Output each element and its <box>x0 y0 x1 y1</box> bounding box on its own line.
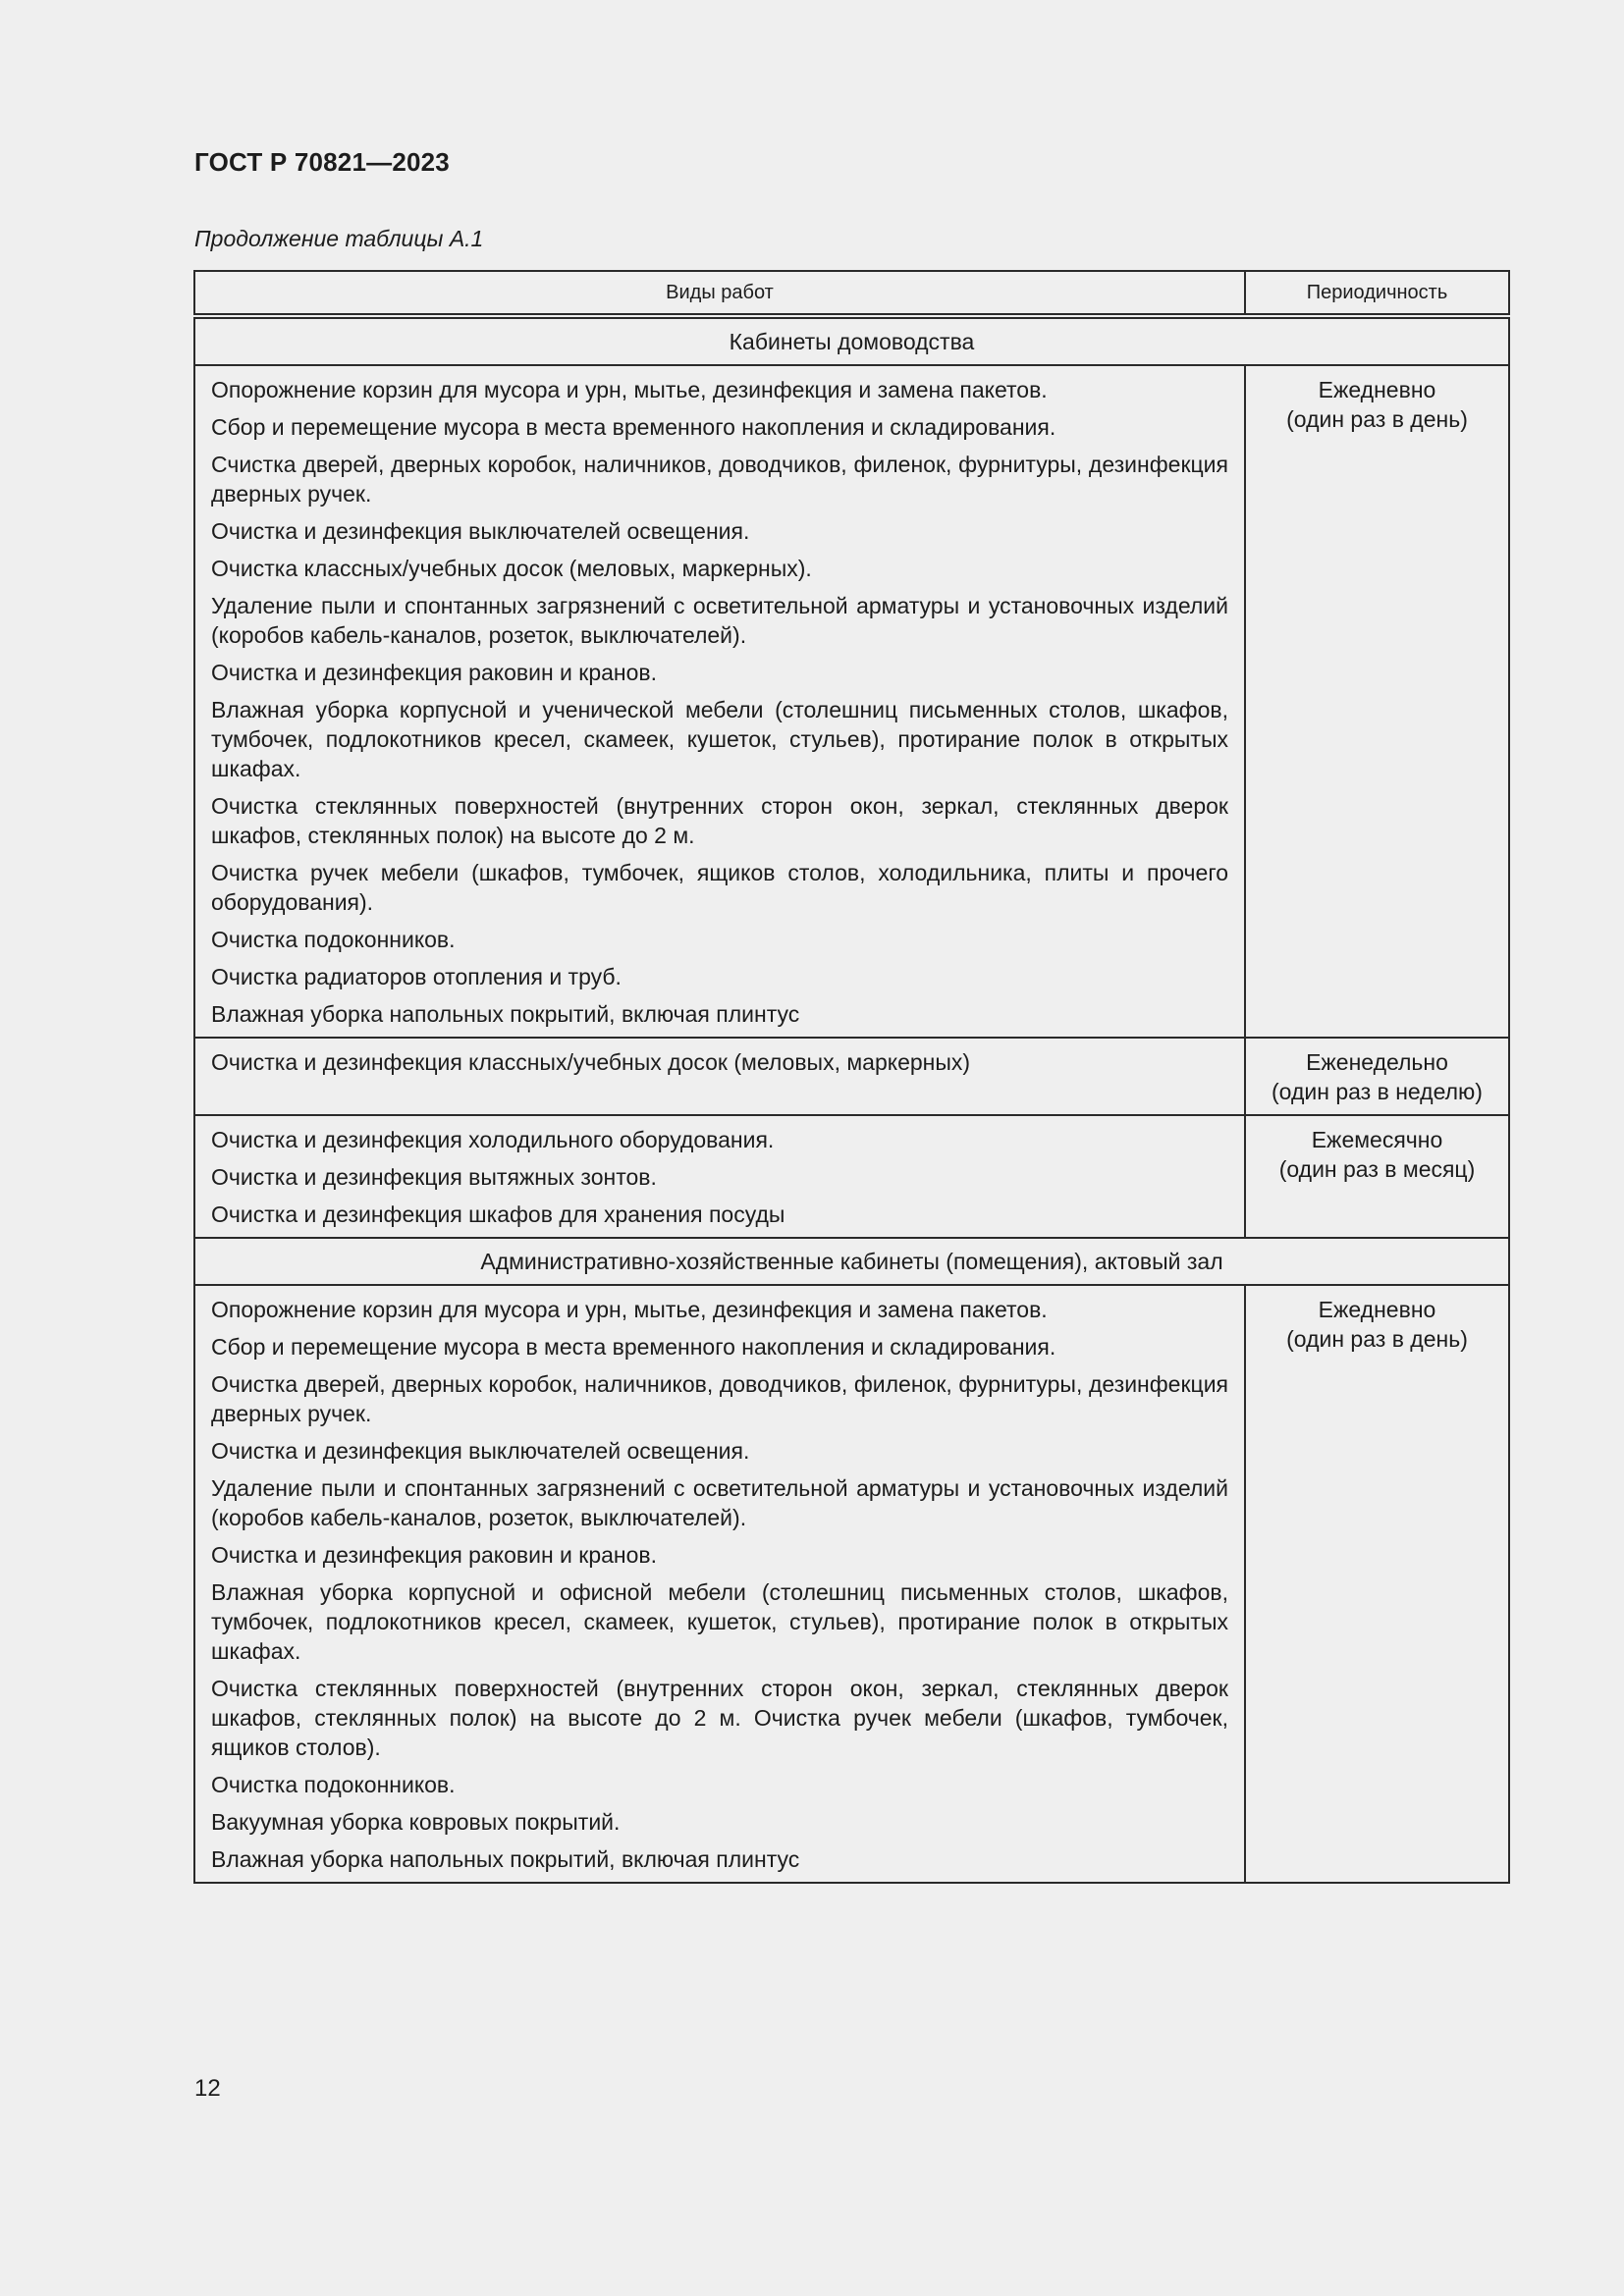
work-item: Удаление пыли и спонтанных загрязнений с осветительной арматуры и установочных изделий (коробов кабель-каналов, розеток, выключателей). <box>211 1475 1228 1530</box>
periodicity-label: Ежедневно <box>1318 1297 1436 1322</box>
work-types-cell <box>194 1285 1245 1883</box>
periodicity-cell <box>1245 365 1509 1038</box>
section-title: Кабинеты домоводства <box>194 316 1509 365</box>
work-item: Сбор и перемещение мусора в места временного накопления и складирования. <box>211 1334 1056 1360</box>
work-item: Очистка и дезинфекция вытяжных зонтов. <box>211 1164 657 1190</box>
work-item: Очистка ручек мебели (шкафов, тумбочек, ящиков столов, холодильника, плиты и прочего оборудования). <box>211 860 1228 915</box>
section-header-row <box>194 316 1509 365</box>
work-types-cell <box>194 1115 1245 1238</box>
work-item: Очистка радиаторов отопления и труб. <box>211 964 622 989</box>
periodicity-note: (один раз в месяц) <box>1278 1156 1476 1182</box>
work-item: Очистка подоконников. <box>211 927 456 952</box>
work-item: Влажная уборка корпусной и ученической мебели (столешниц письменных столов, шкафов, тумбочек, подлокотников кресел, скамеек, кушеток, стульев), протирание полок в открытых шкафах. <box>211 697 1228 781</box>
periodicity-label: Еженедельно <box>1306 1049 1448 1075</box>
work-item: Удаление пыли и спонтанных загрязнений с осветительной арматуры и установочных изделий (коробов кабель-каналов, розеток, выключателей). <box>211 593 1228 648</box>
work-item: Очистка классных/учебных досок (меловых, маркерных). <box>211 556 812 581</box>
table-caption: Продолжение таблицы А.1 <box>194 226 484 251</box>
table-row <box>194 1038 1509 1115</box>
work-schedule-table <box>193 270 1510 1884</box>
column-header-periodicity: Периодичность <box>1245 271 1509 316</box>
work-item: Влажная уборка напольных покрытий, включая плинтус <box>211 1001 800 1027</box>
work-item: Влажная уборка корпусной и офисной мебели (столешниц письменных столов, шкафов, тумбочек, подлокотников кресел, скамеек, кушеток, стульев), протирание полок в открытых шкафах. <box>211 1579 1228 1664</box>
work-item: Очистка стеклянных поверхностей (внутренних сторон окон, зеркал, стеклянных дверок шкафов, стеклянных полок) на высоте до 2 м. Очистка ручек мебели (шкафов, тумбочек, ящиков столов). <box>211 1676 1228 1760</box>
work-item: Очистка и дезинфекция холодильного оборудования. <box>211 1127 775 1152</box>
work-item: Сбор и перемещение мусора в места временного накопления и складирования. <box>211 414 1056 440</box>
work-item: Опорожнение корзин для мусора и урн, мытье, дезинфекция и замена пакетов. <box>211 377 1048 402</box>
work-item: Счистка дверей, дверных коробок, наличников, доводчиков, филенок, фурнитуры, дезинфекция дверных ручек. <box>211 452 1228 507</box>
work-item: Очистка и дезинфекция выключателей освещения. <box>211 1438 750 1464</box>
table-row <box>194 365 1509 1038</box>
work-item: Очистка и дезинфекция классных/учебных досок (меловых, маркерных) <box>211 1049 971 1075</box>
work-item: Очистка и дезинфекция раковин и кранов. <box>211 1542 658 1568</box>
work-item: Очистка и дезинфекция выключателей освещения. <box>211 518 750 544</box>
work-item: Влажная уборка напольных покрытий, включая плинтус <box>211 1846 800 1872</box>
periodicity-cell <box>1245 1285 1509 1883</box>
page-number: 12 <box>194 2075 221 2102</box>
work-item: Вакуумная уборка ковровых покрытий. <box>211 1809 621 1835</box>
periodicity-label: Ежедневно <box>1318 377 1436 402</box>
work-types-cell <box>194 365 1245 1038</box>
column-header-work-types: Виды работ <box>194 271 1245 316</box>
periodicity-note: (один раз в неделю) <box>1272 1079 1483 1104</box>
work-item: Очистка и дезинфекция раковин и кранов. <box>211 660 658 685</box>
section-title: Административно-хозяйственные кабинеты (помещения), актовый зал <box>194 1238 1509 1285</box>
table-row <box>194 1285 1509 1883</box>
periodicity-cell <box>1245 1038 1509 1115</box>
periodicity-note: (один раз в день) <box>1286 1326 1468 1352</box>
work-item: Опорожнение корзин для мусора и урн, мытье, дезинфекция и замена пакетов. <box>211 1297 1048 1322</box>
table-body <box>194 316 1509 1883</box>
table-header-row <box>194 271 1509 316</box>
work-item: Очистка стеклянных поверхностей (внутренних сторон окон, зеркал, стеклянных дверок шкафов, стеклянных полок) на высоте до 2 м. <box>211 793 1228 848</box>
periodicity-cell <box>1245 1115 1509 1238</box>
work-item: Очистка подоконников. <box>211 1772 456 1797</box>
section-header-row <box>194 1238 1509 1285</box>
document-code: ГОСТ Р 70821—2023 <box>194 147 450 177</box>
periodicity-note: (один раз в день) <box>1286 406 1468 432</box>
table-row <box>194 1115 1509 1238</box>
work-item: Очистка и дезинфекция шкафов для хранения посуды <box>211 1201 785 1227</box>
work-types-cell <box>194 1038 1245 1115</box>
periodicity-label: Ежемесячно <box>1311 1127 1443 1152</box>
work-item: Очистка дверей, дверных коробок, наличников, доводчиков, филенок, фурнитуры, дезинфекция дверных ручек. <box>211 1371 1228 1426</box>
